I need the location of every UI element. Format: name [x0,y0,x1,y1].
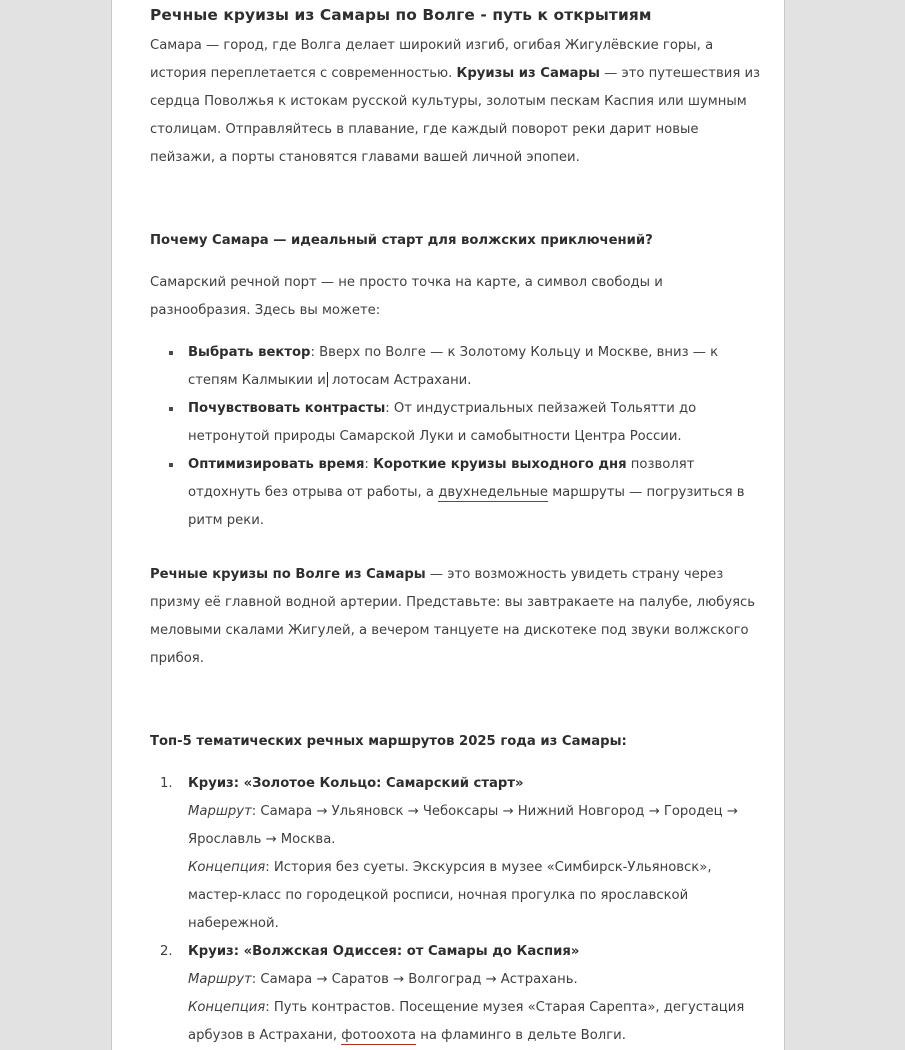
intro-paragraph [150,32,764,172]
document-sheet [111,0,785,1050]
capability-bullet-list [150,339,764,535]
section-why-lead: Самарский речной порт — не просто точка на карте, а символ свободы и разнообразия. Здесь вы можете: [150,275,663,318]
bullet-2-text: : От индустриальных пейзажей Тольятти до нетронутой природы Самарской Луки и самобытности Центра России. [188,401,697,444]
bullet-2-bold: Почувствовать контрасты [188,401,386,416]
list-item [169,770,764,938]
spacer-before-top5 [150,673,764,728]
route-2-label: Маршрут [188,972,252,987]
list-item [169,339,764,395]
closing-text: — это возможность увидеть страну через призму её главной водной артерии. Представьте: вы завтракаете на палубе, любуясь меловыми скалами Жигулей, а вечером танцуете на дискотеке под звуки волжского прибоя. [150,567,756,666]
bullet-3-text-3: маршруты — погрузиться в ритм реки. [188,485,745,528]
section-heading-top5: Топ-5 тематических речных маршрутов 2025 года из Самары: [150,734,627,749]
route-2-concept-pre: : Путь контрастов. Посещение музея «Старая Сарепта», дегустация арбузов в Астрахани, [188,1000,745,1043]
section-heading-why: Почему Самара — идеальный старт для волжских приключений? [150,233,653,248]
intro-text-part1: Самара — город, где Волга делает широкий изгиб, огибая Жигулёвские горы, а история переплетается с современностью. [150,38,714,81]
spacer-before-bullets [150,325,764,339]
route-2-title: Круиз: «Волжская Одиссея: от Самары до Каспия» [188,944,580,959]
list-item [169,451,764,535]
list-item [169,938,764,1050]
link-dvuhnedelnye[interactable]: двухнедельные [438,485,549,500]
spacer-before-lead [150,255,764,269]
closing-bold-phrase: Речные круизы по Волге из Самары [150,567,426,582]
document-body[interactable] [112,0,784,1050]
route-2-text: : Самара → Саратов → Волгоград → Астрахань. [251,972,578,987]
spacer-before-routes [150,756,764,770]
route-1-concept-label: Концепция [188,860,266,875]
route-1-label: Маршрут [188,804,252,819]
route-1-text: : Самара → Ульяновск → Чебоксары → Нижний Новгород → Городец → Ярославль → Москва. [188,804,738,847]
bullet-3-bold-2: Короткие круизы выходного дня [373,457,627,472]
route-2-concept [188,994,764,1050]
bullet-1-tail: лотосам Астрахани. [327,373,472,388]
route-1-concept-text: : История без суеты. Экскурсия в музее «Симбирск-Ульяновск», мастер-класс по городецкой росписи, ночная прогулка по ярославской набережной. [188,860,712,931]
spacer-before-closing [150,535,764,561]
route-2-concept-label: Концепция [188,1000,266,1015]
page-title: Речные круизы из Самары по Волге - путь к открытиям [150,6,652,24]
route-1-itinerary [188,798,764,854]
list-item [169,395,764,451]
route-1-title: Круиз: «Золотое Кольцо: Самарский старт» [188,776,524,791]
spacer-after-intro [150,172,764,227]
route-2-itinerary [188,966,764,994]
bullet-1-bold: Выбрать вектор [188,345,311,360]
route-1-concept [188,854,764,938]
intro-text-part2: — это путешествия из сердца Поволжья к истокам русской культуры, золотым пескам Каспия или шумным столицам. Отправляйтесь в плавание, где каждый поворот реки дарит новые пейзажи, а порты становятся главами вашей личной эпопеи. [150,66,761,165]
bullet-3-text-2: позволят отдохнуть без отрыва от работы, а [188,457,695,500]
bullet-3-bold: Оптимизировать время [188,457,365,472]
bullet-3-text: : [364,457,374,472]
closing-paragraph [150,561,764,673]
intro-bold-phrase: Круизы из Самары [456,66,600,81]
route-2-concept-post: на фламинго в дельте Волги. [416,1028,626,1043]
route-numbered-list [150,770,764,1050]
bullet-1-text: : Вверх по Волге — к Золотому Кольцу и Москве, вниз — к степям Калмыкии и [188,345,719,388]
link-fotoohota[interactable]: фотоохота [341,1028,417,1043]
